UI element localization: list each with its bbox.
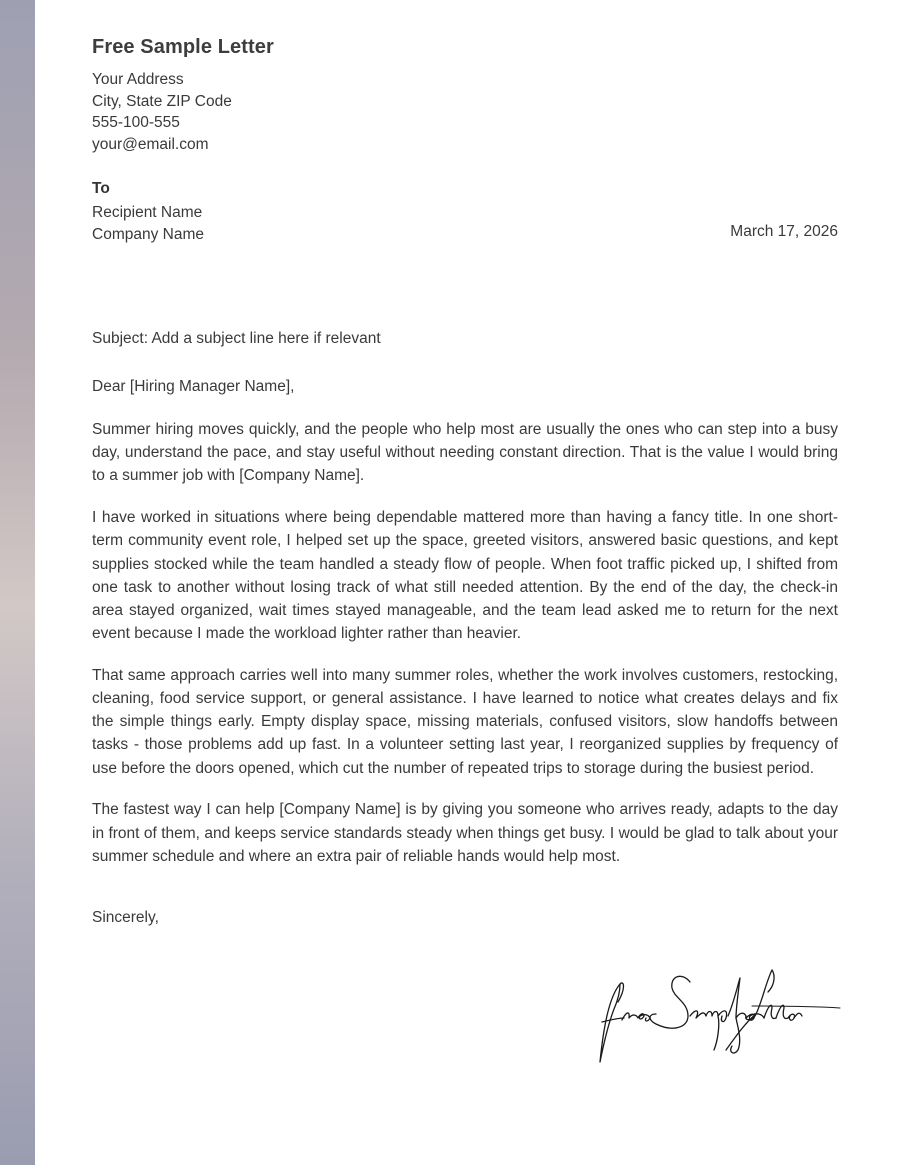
body-paragraph: That same approach carries well into many summer roles, whether the work involves customers, restocking, cleaning, food service support, or general assistance. I have learned to notice what creates delays and fix the simple things early. Empty display space, missing materials, confused visitors, slow handoffs between tasks - those problems add up fast. In a volunteer setting last year, I reorganized supplies by frequency of use before the doors opened, which cut the number of repeated trips to storage during the busiest period.	[92, 666, 838, 777]
sender-email: your@email.com	[92, 135, 209, 153]
recipient-company: Company Name	[92, 226, 204, 243]
body-paragraph: I have worked in situations where being dependable mattered more than having a fancy title. In one short-term community event role, I helped set up the space, greeted visitors, answered basic questions, and kept supplies stocked while the team handled a steady flow of people. When foot traffic picked up, I shifted from one task to another without losing track of what still needed attention. By the end of the day, the check-in area stayed organized, wait times stayed manageable, and the team lead asked me to return for the next event because I made the workload lighter rather than heavier.	[92, 509, 838, 643]
body-paragraph: Summer hiring moves quickly, and the people who help most are usually the ones who can step into a busy day, understand the pace, and stay useful without needing constant direction. That is the value I would bring to a summer job with [Company Name].	[92, 421, 838, 485]
decorative-side-strip	[0, 0, 35, 1165]
sender-city-state-zip: City, State ZIP Code	[92, 92, 232, 110]
letter-title: Free Sample Letter	[92, 36, 274, 58]
letter-body	[92, 418, 838, 886]
sender-phone: 555-100-555	[92, 114, 180, 132]
letter-date: March 17, 2026	[730, 223, 838, 240]
recipient-name: Recipient Name	[92, 204, 203, 221]
salutation: Dear [Hiring Manager Name],	[92, 378, 295, 395]
signature-strokes	[600, 970, 840, 1062]
closing: Sincerely,	[92, 909, 159, 926]
sender-block	[92, 69, 232, 155]
signature-image	[596, 962, 844, 1072]
subject-line: Subject: Add a subject line here if relevant	[92, 330, 381, 347]
body-paragraph: The fastest way I can help [Company Name] is by giving you someone who arrives ready, adapts to the day in front of them, and keeps service standards steady when things get busy. I would be glad to talk about your summer schedule and where an extra pair of reliable hands would help most.	[92, 801, 838, 865]
recipient-block	[92, 202, 204, 246]
to-label: To	[92, 180, 110, 197]
sender-address: Your Address	[92, 71, 184, 88]
